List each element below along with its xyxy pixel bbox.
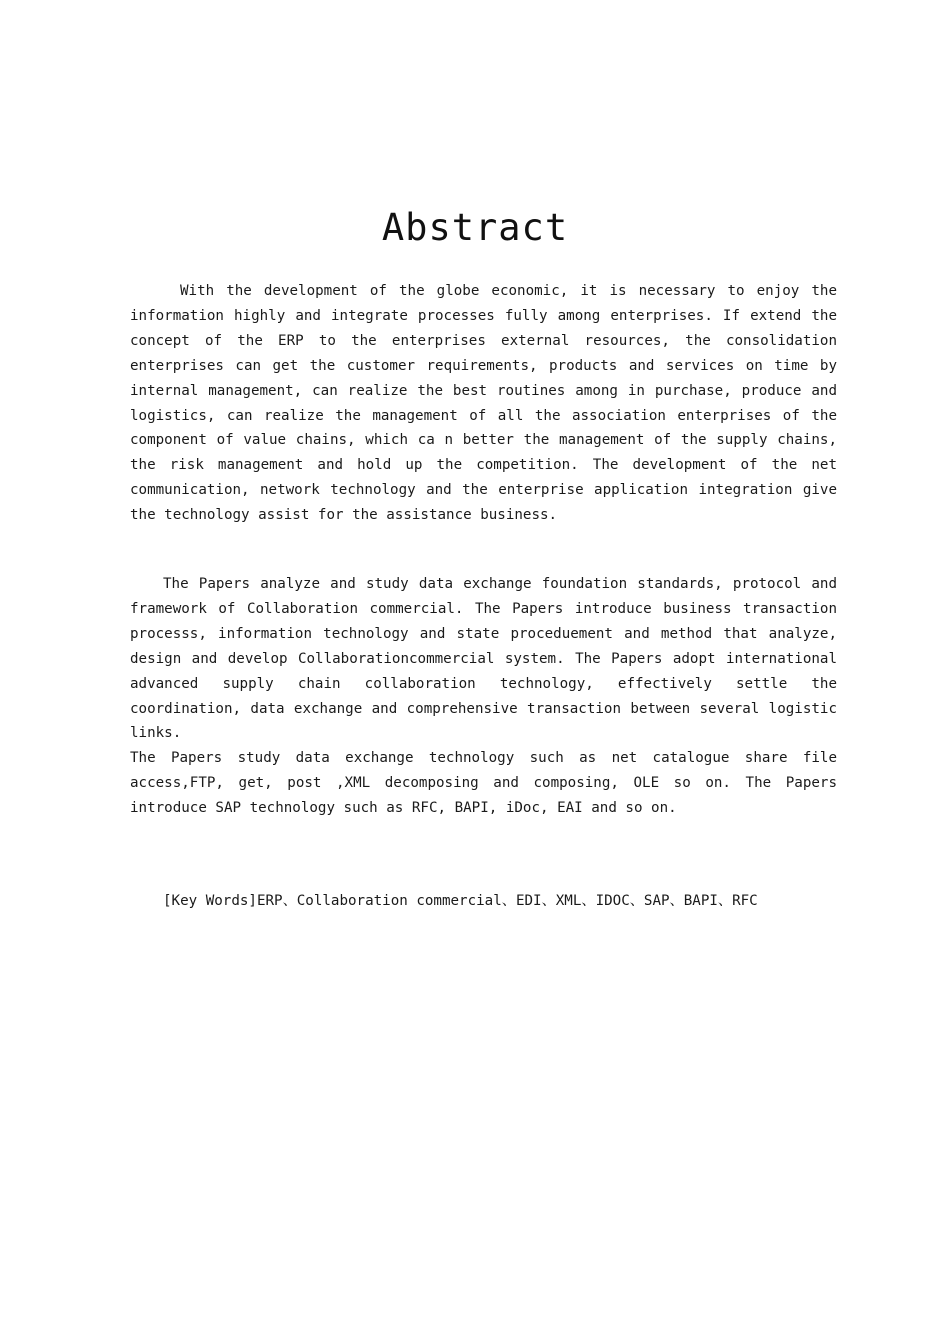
keywords-line: [Key Words]ERP、Collaboration commercial、EDI、XML、IDOC、SAP、BAPI、RFC (163, 893, 758, 909)
page-title: Abstract (381, 206, 569, 249)
abstract-paragraph-3: The Papers study data exchange technology such as net catalogue share file access,FTP, get, post ,XML decomposing and composing, OLE so on. The Papers introduce SAP technology such as RFC, BAPI, iDoc, EAI and so on. (130, 750, 837, 816)
abstract-paragraph-2: The Papers analyze and study data exchange foundation standards, protocol and framework of Collaboration commercial. The Papers introduce business transaction processs, information technology and state proceduement and method that analyze, design and develop Collaborationcommercial system. The Papers adopt international advanced supply chain collaboration technology, effectively settle the coordination, data exchange and comprehensive transaction between several logistic links. (130, 576, 837, 742)
abstract-paragraph-1: With the development of the globe economic, it is necessary to enjoy the information highly and integrate processes fully among enterprises. If extend the concept of the ERP to the enterprises external resources, the consolidation enterprises can get the customer requirements, products and services on time by internal management, can realize the best routines among in purchase, produce and logistics, can realize the management of all the association enterprises of the component of value chains, which ca n better the management of the supply chains, the risk management and hold up the competition. The development of the net communication, network technology and the enterprise application integration give the technology assist for the assistance business. (130, 283, 837, 524)
